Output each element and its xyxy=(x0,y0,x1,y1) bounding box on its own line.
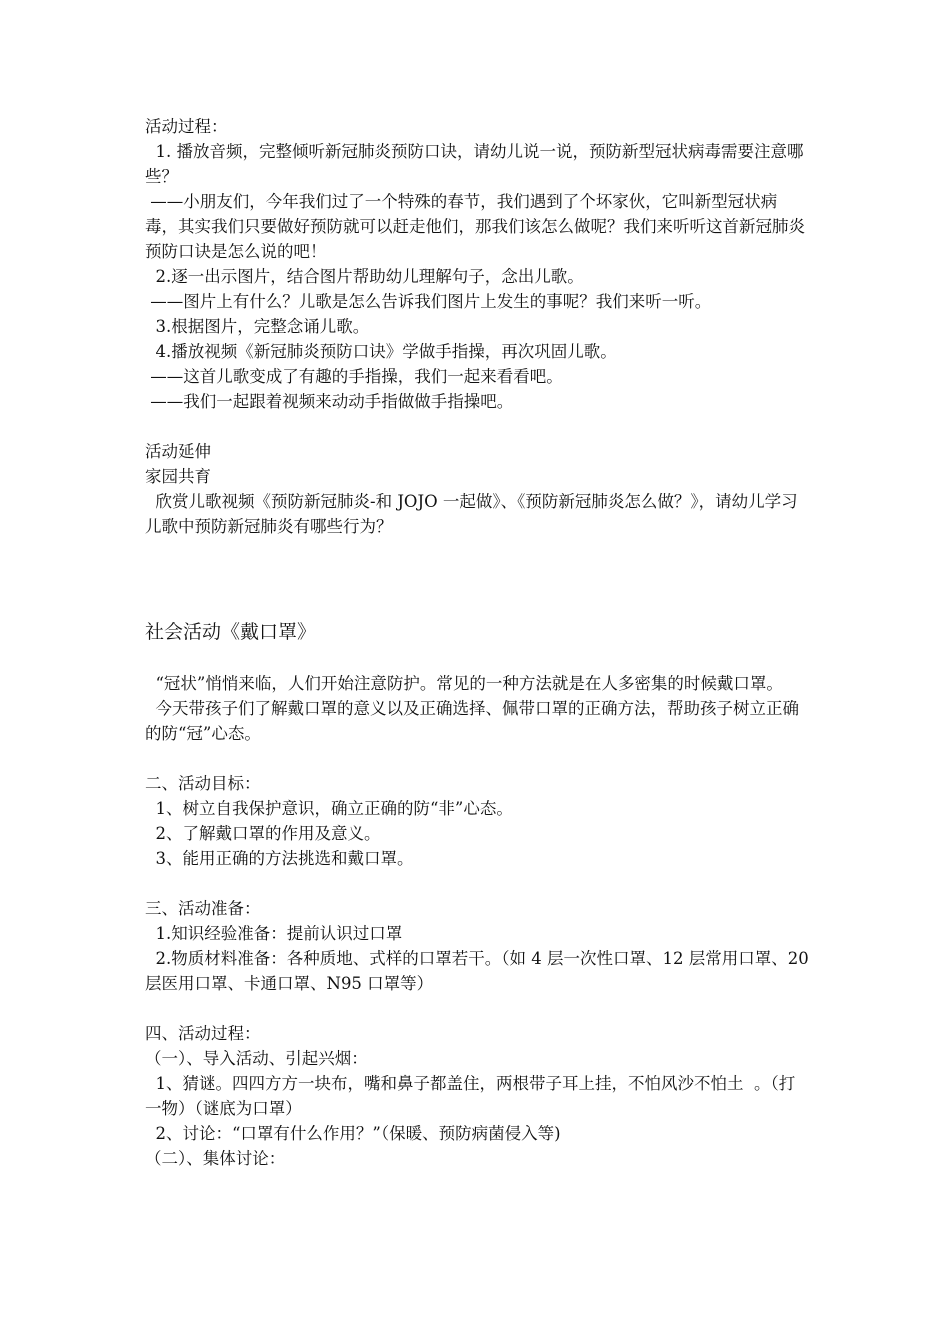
document-body xyxy=(145,114,814,1171)
paragraph: ——图片上有什么？儿歌是怎么告诉我们图片上发生的事呢？我们来听一听。 xyxy=(145,292,712,311)
section-heading-process: 四、活动过程： xyxy=(145,1024,261,1043)
list-item: （二）、集体讨论： xyxy=(145,1149,286,1168)
paragraph: 4.播放视频《新冠肺炎预防口诀》学做手指操，再次巩固儿歌。 xyxy=(145,342,617,361)
spacer xyxy=(145,564,810,589)
section-heading-goals: 二、活动目标： xyxy=(145,774,261,793)
paragraph: 1. 播放音频，完整倾听新冠肺炎预防口诀，请幼儿说一说，预防新型冠状病毒需要注意哪些？ xyxy=(145,142,804,186)
spacer xyxy=(145,539,810,564)
list-item: 1、树立自我保护意识，确立正确的防“非”心态。 xyxy=(145,799,513,818)
paragraph: 今天带孩子们了解戴口罩的意义以及正确选择、佩带口罩的正确方法，帮助孩子树立正确的防“冠”心态。 xyxy=(145,699,799,743)
paragraph: ——我们一起跟着视频来动动手指做做手指操吧。 xyxy=(145,392,514,411)
document-title: 社会活动《戴口罩》 xyxy=(145,621,317,643)
spacer xyxy=(145,589,810,614)
list-item: 2、讨论：“口罩有什么作用？”（保暖、预防病菌侵入等) xyxy=(145,1124,561,1143)
paragraph: 2.逐一出示图片，结合图片帮助幼儿理解句子，念出儿歌。 xyxy=(145,267,584,286)
paragraph: ——这首儿歌变成了有趣的手指操，我们一起来看看吧。 xyxy=(145,367,563,386)
spacer xyxy=(145,646,810,671)
paragraph: “冠状”悄悄来临，人们开始注意防护。常见的一种方法就是在人多密集的时候戴口罩。 xyxy=(145,674,783,693)
spacer xyxy=(145,414,810,439)
list-item: 1.知识经验准备：提前认识过口罩 xyxy=(145,924,403,943)
paragraph: 欣赏儿歌视频《预防新冠肺炎-和 JOJO 一起做》、《预防新冠肺炎怎么做？》，请幼儿学习儿歌中预防新冠肺炎有哪些行为？ xyxy=(145,492,798,536)
list-item: 2.物质材料准备：各种质地、式样的口罩若干。（如 4 层一次性口罩、12 层常用口罩、20 层医用口罩、卡通口罩、N95 口罩等） xyxy=(145,949,814,993)
section-heading-activity-process: 活动过程： xyxy=(145,117,228,136)
list-item: （一）、导入活动、引起兴烟： xyxy=(145,1049,368,1068)
list-item: 2、了解戴口罩的作用及意义。 xyxy=(145,824,381,843)
list-item: 1、猜谜。四四方方一块布，嘴和鼻子都盖住，两根带子耳上挂，不怕风沙不怕土 。（打一物）（谜底为口罩） xyxy=(145,1074,796,1118)
section-heading-preparation: 三、活动准备： xyxy=(145,899,261,918)
list-item: 3、能用正确的方法挑选和戴口罩。 xyxy=(145,849,414,868)
spacer xyxy=(145,871,810,896)
paragraph: 3.根据图片，完整念诵儿歌。 xyxy=(145,317,370,336)
section-subheading-home-school: 家园共育 xyxy=(145,467,211,486)
spacer xyxy=(145,996,810,1021)
spacer xyxy=(145,746,810,771)
section-heading-extension: 活动延伸 xyxy=(145,442,211,461)
paragraph: ——小朋友们，今年我们过了一个特殊的春节，我们遇到了个坏家伙，它叫新型冠状病毒，其实我们只要做好预防就可以赶走他们，那我们该怎么做呢？我们来听听这首新冠肺炎预防口诀是怎么说的吧！ xyxy=(145,192,805,261)
